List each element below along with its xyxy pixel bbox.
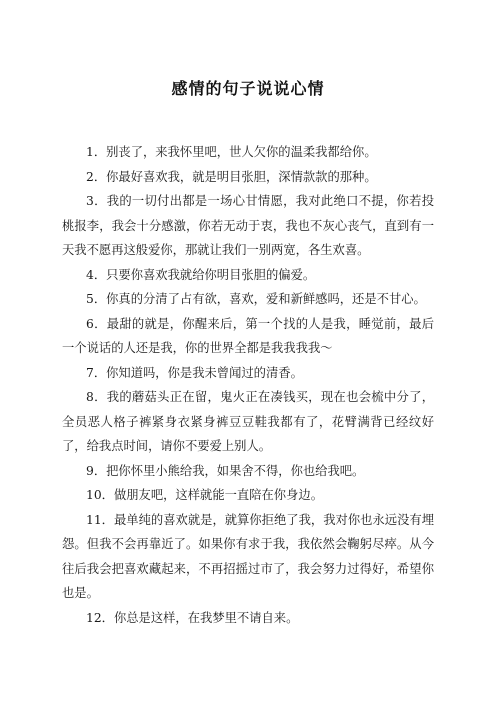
paragraph-2: 2．你最好喜欢我，就是明目张胆，深情款款的那种。 [86,169,377,184]
paragraph-11: 11．最单纯的喜欢就是，就算你拒绝了我，我对你也永远没有埋怨。但我不会再靠近了。如果你有求于我，我依然会鞠躬尽瘁。从今往后我会把喜欢藏起来，不再招摇过市了，我会努力过得好，希望你也是。 [62,512,434,600]
paragraph-5: 5．你真的分清了占有欲，喜欢，爱和新鲜感吗，还是不甘心。 [86,292,426,306]
paragraph-8: 8．我的蘑菇头正在留，鬼火正在凑钱买，现在也会梳中分了，全员恶人格子裤紧身衣紧身裤豆豆鞋我都有了，花臂满背已经纹好了，给我点时间，请你不要爱上别人。 [62,390,434,453]
paragraph-7: 7．你知道吗，你是我未曾闻过的清香。 [86,365,303,380]
document-body [62,140,434,630]
paragraph-3: 3．我的一切付出都是一场心甘情愿，我对此绝口不提，你若投桃报李，我会十分感激，你若无动于衷，我也不灰心丧气，直到有一天我不愿再这般爱你，那就让我们一别两宽，各生欢喜。 [62,194,434,257]
paragraph-10: 10．做朋友吧，这样就能一直陪在你身边。 [86,488,323,502]
document-title: 感情的句子说说心情 [171,79,325,98]
paragraph-9: 9．把你怀里小熊给我，如果舍不得，你也给我吧。 [86,463,365,478]
paragraph-12: 12．你总是这样，在我梦里不请自来。 [86,610,299,625]
paragraph-4: 4．只要你喜欢我就给你明目张胆的偏爱。 [86,267,316,282]
paragraph-6: 6．最甜的就是，你醒来后，第一个找的人是我，睡觉前，最后一个说话的人还是我，你的世界全都是我我我我～ [62,316,434,355]
paragraph-1: 1．别丧了，来我怀里吧，世人欠你的温柔我都给你。 [86,145,377,159]
